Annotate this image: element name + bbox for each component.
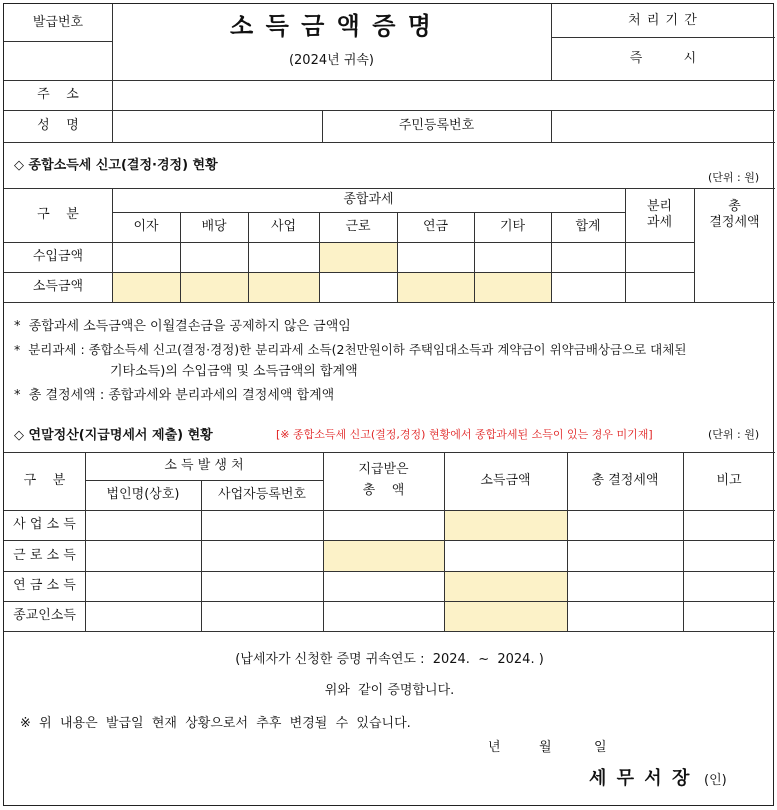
- s1-col-business: 사업: [270, 219, 297, 235]
- s1-row-income: 소득금액: [32, 279, 84, 295]
- s2-col-income: 소득금액: [480, 473, 531, 489]
- s2-col-biz-number: 사업자등록번호: [218, 487, 306, 503]
- s1-col-interest: 이자: [133, 219, 159, 235]
- s2-row-religious: 종교인소득: [13, 608, 76, 624]
- processing-period-value: 즉 시: [629, 50, 697, 66]
- s1-col-other: 기타: [499, 219, 526, 235]
- s1-col-labor: 근로: [345, 219, 371, 235]
- highlight-cell: [444, 571, 567, 601]
- document-title: 소 득 금 액 증 명: [230, 11, 433, 40]
- s2-col-total-tax: 총 결정세액: [591, 473, 659, 489]
- section1-title: ◇ 종합소득세 신고(결정·경정) 현황: [14, 158, 218, 173]
- highlight-cell: [444, 601, 567, 631]
- s2-col-corp-name: 법인명(상호): [106, 487, 180, 503]
- period-statement: (납세자가 신청한 증명 귀속연도 : 2024. ~ 2024. ): [235, 652, 544, 668]
- s1-col-dividend: 배당: [201, 219, 227, 235]
- note-2: * 분리과세 : 종합소득세 신고(결정·경정)한 분리과세 소득(2천만원이하 주택임대소득과 계약금이 위약금배상금으로 대체된: [14, 342, 687, 357]
- section2-unit: (단위 : 원): [708, 428, 760, 441]
- s1-col-comprehensive: 종합과세: [343, 192, 394, 208]
- s2-row-labor: 근 로 소 득: [13, 547, 76, 563]
- s1-row-revenue: 수입금액: [32, 249, 84, 265]
- s2-col-remark: 비고: [716, 473, 742, 489]
- document-subtitle: (2024년 귀속): [288, 53, 375, 69]
- date-month: 월: [539, 740, 552, 755]
- s2-col-paid-total-2: 총 액: [362, 483, 405, 499]
- date-day: 일: [594, 740, 607, 755]
- section2-title: ◇ 연말정산(지급명세서 제출) 현황: [14, 428, 213, 443]
- highlight-cell: [444, 510, 567, 540]
- notice-statement: ※ 위 내용은 발급일 현재 상황으로서 추후 변경될 수 있습니다.: [20, 716, 411, 731]
- s2-col-paid-total-1: 지급받은: [358, 462, 409, 478]
- name-label: 성 명: [37, 118, 79, 134]
- s1-col-total-tax: 총 결정세액: [709, 199, 760, 230]
- section1-unit: (단위 : 원): [708, 171, 760, 184]
- s2-col-payer: 소 득 발 생 처: [164, 458, 244, 474]
- date-year: 년: [488, 740, 501, 755]
- s2-row-business: 사 업 소 득: [13, 517, 76, 533]
- note-3: * 총 결정세액 : 종합과세와 분리과세의 결정세액 합계액: [14, 388, 335, 403]
- income-certificate-document: [3, 3, 774, 806]
- highlight-cell: [323, 540, 444, 571]
- highlight-cell: [319, 242, 397, 272]
- address-label: 주 소: [37, 87, 79, 103]
- section2-note: [※ 종합소득세 신고(결정,경정) 현황에서 종합과세된 소득이 있는 경우 미기재]: [276, 428, 653, 441]
- certify-statement: 위와 같이 증명합니다.: [324, 683, 455, 699]
- s1-col-pension: 연금: [422, 219, 449, 235]
- s1-col-separate: 분리 과세: [646, 199, 673, 230]
- s1-col-sum: 합계: [575, 219, 601, 235]
- note-1: * 종합과세 소득금액은 이월결손금을 공제하지 않은 금액임: [14, 319, 351, 334]
- highlight-cell: [112, 272, 319, 302]
- seal-mark: (인): [704, 773, 727, 788]
- note-2-cont: 기타소득)의 수입금액 및 소득금액의 합계액: [110, 364, 358, 379]
- s2-col-gubun: 구 분: [23, 473, 66, 489]
- s1-col-gubun: 구 분: [37, 207, 79, 223]
- tax-office-head: 세 무 서 장: [589, 768, 692, 789]
- issue-number-label: 발급번호: [32, 14, 84, 30]
- resident-number-label: 주민등록번호: [398, 118, 475, 134]
- processing-period-label: 처 리 기 간: [628, 12, 698, 28]
- s2-row-pension: 연 금 소 득: [13, 578, 76, 594]
